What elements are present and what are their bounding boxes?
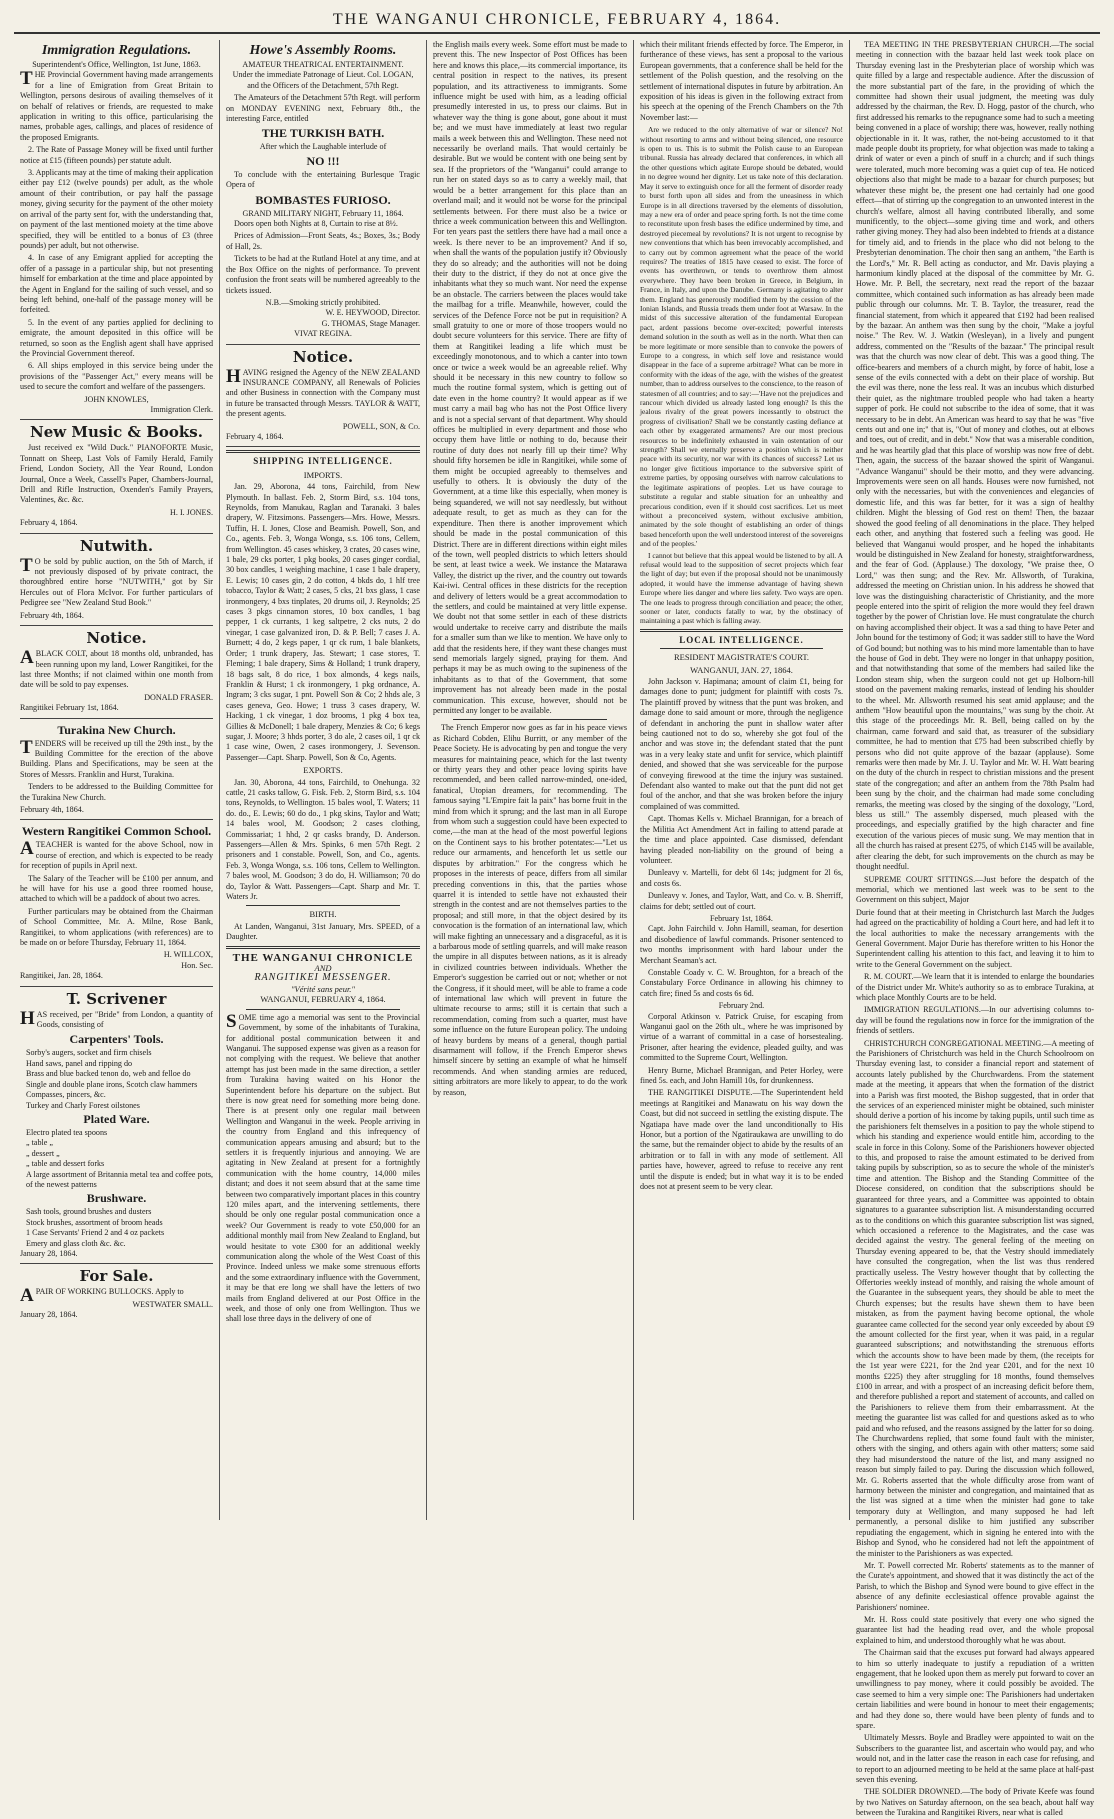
rule-2: 2. The Rate of Passage Money will be fixed until further notice at £15 (fifteen pounds) per statute adult.	[20, 145, 213, 165]
tickets: Tickets to be had at the Rutland Hotel at any time, and at the Box Office on the nights of performance. To prevent confusion the front seats will be numbered agreeably to the tickets issued.	[226, 254, 420, 295]
imports-text: Jan. 29, Aborona, 44 tons, Fairchild, from New Plymouth. In ballast. Feb. 2, Storm Bird, s.s. 104 tons, Reynolds, from Manukau, Raglan and Taranaki. 3 bales drapery, W. Fitzsimons. Passengers—Mrs. Howe, Messrs. Tuffin, H. I. Jones, Close and Beamish. Powell, Son, and Co., agents. Feb. 3, Wonga Wonga, s.s. 106 tons, Cellem, from Wellington. 45 cases whiskey, 3 crates, 20 cases wine, 1 bale, 29 cks porter, 1 pkg books, 20 cases ginger cordial, 30 box candles, 1 weighing machine, 1 case 1 bale drapery, E. Lewis; 10 cases gin, 2 do cotton, 4 bkds do, 1 hlf tree tobacco, Taylor & Watt; 2 cases, 5 cks, 21 bxs glass, 1 case ironmongery, 4 bxs tinplates, 20 drums oil, J. Reynolds; 25 cases 3 pkgs cinnamon stores, 10 box candles, 1 bag pepper, 1 ck currants, 1 keg saltpetre, 2 cks nuts, 2 do vinegar, 1 case galvanized iron, D. & P. Bell; 7 cases J. A. Burnett; 4 do, 2 kegs paper, 1 qr ck rum, 1 bale blankets, Order; 1 trunk drapery, Jas. Stewart; 1 case stores, T. Fleming; 1 bale drapery, Sims & Holland; 1 trunk drapery, 18 bags salt, 8 do rice, 1 box almonds, 4 kegs nails, Franklin & Hurst; 1 ck ironmongery, 1 pkg ordnance, A. Ingram; 3 cks sugar, 1 pnt. Powell Son & Co; 2 hhds ale, 3 cases geneva, Geo. Howe; 1 truss 3 cases drapery, W. Hacking, 1 ck vinegar, 1 doz brooms, 1 pkg 4 box tea, Gillies & McDonell; 1 bale drapery, Menzies & Co; 6 kegs sugar, J. Moore; 3 hhds porter, 3 do ale, 2 cases oil, 1 qr ck 1 case wine, Owen, 2 cases ironmongery, J. Sevenson. Passenger—Capt. Sharp. Powell, Son & Co, Agents.	[226, 482, 420, 762]
signer: JOHN KNOWLES,	[84, 394, 149, 404]
list-item: „ table „	[26, 1138, 53, 1148]
court-date: February 1st, 1864.	[710, 913, 773, 923]
ad-date: January 28, 1864.	[20, 1310, 78, 1320]
ad-date: Rangitikei, Jan. 28, 1864.	[20, 971, 103, 981]
section-heading-local: LOCAL INTELLIGENCE.	[679, 634, 804, 645]
paper-dateline: WANGANUI, FEBRUARY 4, 1864.	[260, 994, 386, 1005]
birth-text: At Landen, Wanganui, 31st January, Mrs. SPEED, of a Daughter.	[226, 921, 420, 942]
ad-body: After which the Laughable interlude of	[259, 142, 387, 152]
ad-date: February 4th, 1864.	[20, 610, 84, 620]
ad-body: The Amateurs of the Detachment 57th Regt. will perform on MONDAY EVENING next, February 8th., the interesting Farce, entitled	[226, 93, 420, 124]
court-case: Constable Coady v. C. W. Broughton, for a breach of the Constabulary Force Ordinance in allowing his chimney to catch fire; fined 5s and costs 6s 6d.	[640, 967, 843, 998]
ad-body: THE Provincial Government having made arrangements for a line of Emigration from Great Britain to Wellington, persons desirous of availing themselves of it on behalf of relatives or friends, are requested to make application in writing to this office, particularising the names, probable ages, callings, and places of residence of the proposed Emigrants.	[20, 68, 213, 142]
ad-body: HAS received, per "Bride" from London, a quantity of Goods, consisting of	[20, 1007, 213, 1030]
court-case: Dunleavy v. Martelli, for debt 6l 14s; judgment for 2l 6s, and costs 6s.	[640, 868, 843, 888]
divider	[226, 946, 420, 949]
divider	[660, 648, 823, 649]
editorial-text: SOME time ago a memorial was sent to the Provincial Government, by some of the inhabitants of Turakina, for additional postal communication between it and Wanganui. The supposed expense was given as a reason for not complying with the request. We believe that another attempt has just been made in the same direction, a settler from Turakina having waited on his Honor the Superintendent before his departure on the subject. But there is now great need for something more being done. There is at present only one regular mail between Wellington and Wanganui in the week. People arriving in the country from England and this infrequency of communication appears amusing and absurd; but to the settlers it is frequently injurious and annoying. We are agitating in New Zealand at present for a fortnightly communication with the home country, 14,000 miles distant; and does it not seem absurd that at the same time between two comparatively important places in this country 120 miles apart, and the intervening settlements, there should be only one regular postal communication once a week? Our Government is ready to vote £50,000 for an additional monthly mail from New Zealand to England, but would hesitate to vote £300 for an additional weekly communication along the whole of the West Coast of this Province. Indeed unless we make some strenuous efforts and the some extraordinary influence with the Government, it may be that ere long we shall have the letters of two mails from England delivered at our Post Office in the week, and those of only one from Wellington. Thus we shall lose three days in the delivery of one of	[226, 1010, 420, 1324]
ad-subheading: Carpenters' Tools.	[69, 1032, 164, 1047]
ad-body: TENDERS will be received up till the 29th inst., by the Building Committee for the erection of the above Building. Plans and Specifications, may be seen at the Stores of Messrs. Franklin and Hurst, Turakina.	[20, 736, 213, 779]
list-item: Electro plated tea spoons	[26, 1127, 108, 1137]
list-item: Sash tools, ground brushes and dusters	[26, 1207, 152, 1217]
boyle-paragraph: Ultimately Messrs. Boyle and Bradley were appointed to wait on the Subscribers to the guarantee list, and ascertain who would pay, and who would not, and in the latter case the reason in each case for refusing, and to report to an adjourned meeting to be held at the same place at half-past seven this evening.	[856, 1733, 1094, 1785]
ad-body: Just received ex "Wild Duck." PIANOFORTE Music, Tonnatt on Sheep, Last Vols of Family Herald, Family Friend, London Society, All the Year Round, London Journal, Once a Week, Cassell's Paper, Chambers-Journal, Drill and Rifle Instruction, Oxenden's Family Prayers, Valentines, &c. &c.	[20, 443, 213, 505]
ad-date: January 28, 1864.	[20, 1248, 78, 1258]
play-title: BOMBASTES FURIOSO.	[255, 192, 391, 207]
ad-heading: Turakina New Church.	[57, 722, 176, 737]
ad-body: To conclude with the entertaining Burlesque Tragic Opera of	[226, 169, 420, 190]
list-item: Turkey and Charly Forest oilstones	[26, 1100, 140, 1110]
ad-body: APAIR OF WORKING BULLOCKS. Apply to	[20, 1285, 184, 1307]
section-heading-shipping: SHIPPING INTELLIGENCE.	[253, 456, 393, 467]
list-item: Compasses, pincers, &c.	[26, 1090, 106, 1100]
editorial-continued: the English mails every week. Some effort must be made to prevent this. The new Inspector of Post Offices has been here and knows this place,—its commercial importance, its central position in respect to the natives, its present population, and its attractiveness to immigrants. Some influence might be used with him, as a leading official presumedly interested in us, to press our claims. But in whatever way the thing is gone about, gone about it must be; and we must have immediately at least two regular mails a week between this and Wellington. These need not necessarily be overland mails. That would certainly be desirable. But we would be content with one being sent by sea. If the proprietors of the "Wanganui" could arrange to run her on stated days so as to carry a weekly mail, that would be a better arrangement for this place than an overland mail; and it would not be worse for the principal settlements between. For there must also be a twice or thrice a week communication between this and Wellington. For ten years past the settlers there have had a mail once a week. Is there never to be an improvement? And if so, when shall the wants of the population justify it? Obviously they do so already; and the authorities will not be doing their duty to the district, if they do not at once give the inhabitants what they so much want. Nor need the expense be an obstacle. The carriers between the places would take the mailbag for a trifle. Meanwhile, however, could the services of the Defence Force not be put in requisition? A small gratuity to one or more of those troopers would no doubt secure volunteers for this service. There are fifty of them at Rangitikei leading a life which must be exceedingly monotonous, and to which a canter into town once or twice a week would be an agreeable relief. Why should it be necessary in this new country to follow so much the routine formal system, which is getting out of date even in the home country? It would appear as if we must carry a mail bag who has not the Post Office livery and is not a special servant of that department. Why should offices be multiplied in every department and those who occupy them have little or nothing to do, because their routine of duty does not nearly fill up their time? Why should fifty horsemen be idle in Rangitikei, while some of them might be occupied agreeably to themselves and usefully to others. It is obviously the duty of the Government, at a time like this especially, when money is being squandered, we will not say needlessly, but without adequate result, to get as much as they can for the expenditure. Then there is another improvement which should be made in the postal communication of this District. There are in different directions within eight miles of the town, well peopled districts to which letters should be sent, at least twice a week. We instance the Matarawa Valley, the district up the river, and the country out towards Kai-iwi. Central offices in these districts for the reception and delivery of letters would be a great accommodation to the settlers, and could be maintained at very little expense. We doubt not that some settler in each of these districts would undertake to receive carry and distribute the mails for a smaller sum than we like to mention. We have only to add that the residents here, if they want these changes must send memorials largely signed, praying for them. And perhaps it may be as much owing to the supineness of the inhabitants as to that of the Government, that some improvement has not already been made in the postal communication. This excuse, however, should not be permitted any longer to be available.	[433, 40, 627, 715]
ad-body-3: Further particulars may be obtained from the Chairman of School Committee, Mr. A. Milne, Rose Bank, Rangitikei, to whom applications (with references) are to be made on or before Thursday, February 11, 1864.	[20, 906, 213, 948]
list-item: Stock brushes, assortment of broom heads	[26, 1217, 163, 1227]
director: W. E. HEYWOOD, Director.	[325, 308, 420, 318]
divider	[246, 1009, 400, 1010]
chairman-paragraph: The Chairman said that the excuses put forward had always appeared to him so utterly inadequate to justify a repudiation of a written engagement, that he looked upon them as merely put forward to cover an unwillingness to pay money, where it could possibly be avoided. The case seemed to him a very simple one: The Parishioners had undertaken certain liabilities and were bound in honour to meet their engagements; and had they done so, there would have been plenty of funds and to spare.	[856, 1648, 1094, 1730]
ad-heading: Immigration Regulations.	[41, 43, 192, 58]
rule-4: 4. In case of any Emigrant applied for accepting the offer of a passage in a particular ship, but not presenting himself for embarkation at the time and place appointed by the Agent in England for the sailing of such vessel, and so being left behind, one-half of the passage money will be forfeited.	[20, 253, 213, 315]
ad-body: HAVING resigned the Agency of the NEW ZEALAND INSURANCE COMPANY, all Renewals of Policies and other Business in connection with the Company must in future be transacted through Messrs. TAYLOR & WATT, the present agents.	[226, 365, 420, 419]
rm-court-article: R. M. COURT.—We learn that it is intended to enlarge the boundaries of the District under Mr. White's authority so as to embrace Turakina, at which place Monthly Courts are to be held.	[856, 972, 1094, 1002]
prices: Prices of Admission—Front Seats, 4s.; Boxes, 3s.; Body of Hall, 2s.	[226, 231, 420, 251]
ad-body-2: Tenders to be addressed to the Building Committee for the Turakina New Church.	[20, 782, 213, 802]
emperor-speech-quote: Are we reduced to the only alternative of war or silence? No! without resorting to arms and without being silenced, one resource is open to us. This is to submit the Polish cause to an European tribunal. Russia has already declared that conferences, in which all the other questions which agitate Europe should be debated, would in no degree wound her dignity. Let us take note of this declaration. May it serve to extinguish once for all the ferment of disorder ready to burst forth upon all sides and from the uneasiness in which Europe is in all directions traversed by the elements of dissolution, may a new era of order and peace spring forth. Is not the time come to reconstitute upon fresh bases the edifice undermined by time, and destroyed piecemeal by revolutions? It is not urgent to recognise by new conventions that which has been irrevocably accomplished, and to carry out by common agreement what the peace of the world requires? The treaties of 1815 have ceased to exist. The force of events has overthrown, or tends to overthrow them almost everywhere. They have been broken in Greece, in Belgium, in France, in Italy, and upon the Danube. Germany is agitating to alter them. England has generously modified them by the cession of the Ionian Islands, and Russia treads them under foot at Warsaw. In the midst of this successive alteration of the fundamental European pact, ardent passions become over-excited; powerful interests demand solution in the south as well as in the north. What then can be more legitimate or more sensible than to convoke the powers of Europe to a congress, in which self love and resistance would disappear in the face of a supreme arbitrage? What can be more in conformity with the ideas of the age, with the wishes of the greatest number, than to address ourselves to the conscience, to the reason of statesmen of all countries; and to say:—'Have not the prejudices and rancour which divided us already lasted long enough? Is this the jealous rivalry of the great powers incessantly to obstruct the progress of civilisation? Shall we be constantly casting defiance at each other by exaggerated armaments? Are our most precious resources to be indefinitely exhausted in vain ostentation of our strength? Shall we eternally preserve a position which is neither peace with its security, nor war with its chances of success? Let us no longer give fictitious importance to the subversive spirit of extreme parties, by opposing ourselves with narrow calculations to the legitimate aspirations of peoples. Let us have courage to substitute a regular and stable situation for an unhealthy and precarious condition, even if it should cost sacrifices. Let us meet without a preconceived system, without exclusive ambition, animated by the sole thought of establishing an order of things based henceforth upon the well understood interest of the sovereigns and of the peoples.'	[640, 125, 843, 549]
paper-motto: "Vérité sans peur."	[290, 983, 356, 994]
doors: Doors open both Nights at 8, Curtain to rise at 8½.	[234, 219, 398, 229]
soldier-drowned-article: THE SOLDIER DROWNED.—The body of Private Keefe was found by two Natives on Saturday afternoon, on the sea beach, about half way between the Turakina and Rangitikei Rivers, near what is called	[856, 1787, 1094, 1818]
imports-heading: IMPORTS.	[303, 469, 343, 480]
ad-date: February 4, 1864.	[226, 431, 284, 441]
signer-title: Hon. Sec.	[181, 960, 213, 970]
play-title: NO !!!	[306, 153, 340, 168]
ad-school	[20, 820, 213, 986]
list-item: Sorby's augers, socket and firm chisels	[26, 1048, 152, 1058]
list-item: Hand saws, panel and ripping do	[26, 1058, 133, 1068]
ad-notice-insurance	[226, 345, 420, 448]
ad-scrivener	[20, 987, 213, 1265]
court-date: February 2nd.	[718, 1001, 765, 1011]
powell-paragraph: Mr. T. Powell corrected Mr. Roberts' statements as to the manner of the Curate's appointment, and showed that it was distinctly the act of the Parish, to which the Bishop and Synod were bound to give effect in the absence of any definite ecclesiastical offence provable against the Parishioners' nominee.	[856, 1560, 1094, 1612]
ad-howe	[226, 40, 420, 345]
paper-subtitle: RANGITIKEI MESSENGER.	[254, 972, 392, 984]
ad-nutwith	[20, 534, 213, 626]
ad-body: TO be sold by public auction, on the 5th of March, if not previously disposed of by private contract, the thoroughbred entire horse "NUTWITH," got by Sir Hercules out of Flora McIvor. For further particulars of Pedigree see "New Zealand Stud Book."	[20, 554, 213, 608]
court-case: John Jackson v. Hapimana; amount of claim £1, being for damages done to punt; judgment for plaintiff with costs 7s. The plaintiff proved by witness that the punt was broken, and damage done to said amount or more, through the negligence of defendant in anchoring the punt in shallow water after being cautioned not to do so, whereby she got foul of the anchor and was stove in; the defendant stated that the punt was in a very leaky state and unfit for service, which plaintiff denied, and showed that she was serviceable for the purpose of conveying firewood at the time the injury was sustained. Defendant also wanted to make out that the punt did not get foul of the anchor, and that she was broken before the injury complained of was committed.	[640, 677, 843, 811]
patronage: Under the immediate Patronage of Lieut. Col. LOGAN, and the Officers of the Detachment, 57th Regt.	[232, 70, 414, 90]
emperor-speech-quote-2: I cannot but believe that this appeal would be listened to by all. A refusal would lead to the supposition of secret projects which fear the light of day; but even if the proposal should not be unanimously adopted, it would have the immense advantage of having shewn Europe where lies danger and where lies safety. Two ways are open. The one leads to progress through conciliation and peace; the other, sooner or later, conducts fatally to war, by the obstinacy of maintaining a past which is falling away.	[640, 550, 843, 626]
ad-heading: Western Rangitikei Common School.	[21, 824, 212, 839]
french-article-continued: which their militant friends effected by force. The Emperor, in furtherance of these views, has sent a proposal to the various European governments, that a conference shall be held for the settlement of the Polish question, and the resolving on the settlement of international disputes in future by arbitration. An exposition of his ideas is given in the following extract from his speech at the opening of the French Chambers on the 7th November last:—	[640, 40, 843, 122]
divider	[640, 629, 843, 632]
rule-6: 6. All ships employed in this service being under the provisions of the "Passenger Act," every means will be used to secure the comfort and welfare of the passengers.	[20, 361, 213, 392]
signer: H. I. JONES.	[170, 507, 213, 517]
ad-body-2: The Salary of the Teacher will be £100 per annum, and he will have for his use a good three roomed house, attached to which will be a paddock of about two acres.	[20, 873, 213, 904]
court-case: Capt. John Fairchild v. John Hamill, seaman, for desertion and disobedience of lawful commands. Prisoner sentenced to two months imprisonment with hard labour under the Merchant Seaman's act.	[640, 924, 843, 965]
rule-5: 5. In the event of any parties applied for declining to emigrate, the amount deposited in this office will be returned, so soon as the English agent shall have apprised the Provincial Government thereof.	[20, 317, 213, 358]
exports-text: Jan. 30, Aborona, 44 tons, Fairchild, to Onehunga. 32 cattle, 21 casks tallow, G. Fisk. Feb. 2, Storm Bird, s.s. 104 tons, Reynolds, to Wellington. 15 bales wool, T. Waters; 11 do. do., E. Lewis; 60 do do., 1 pkg skins, Taylor and Watt; 14 bales wool, M. Goodson; 2 cases clothing, Commissariat; 1 hhd, 2 qr casks brandy, D. Anderson. Passengers—Allen & Mrs. Spinks, 6 men 57th Regt. 2 prisoners and 1 constable. Powell, Son, and Co., agents. Feb. 3, Wonga Wonga, s.s. 106 tons, Cellem to Wellington. 7 bales wool, M. Goodson; 3 do do, H. Williamson; 70 do do, Taylor & Watt. Passengers—Capt. Sharp and Mr. T. Waters Jr.	[226, 777, 420, 902]
supreme-court-article: SUPREME COURT SITTINGS.—Just before the despatch of the memorial, which we mentioned last week was to be sent to the Government on this subject, Major	[856, 874, 1094, 905]
column-4	[634, 40, 850, 1520]
manager: G. THOMAS, Stage Manager.	[321, 318, 420, 328]
list-item: Brass and blue backed tenon do, web and felloe do	[26, 1069, 191, 1079]
masthead: THE WANGANUI CHRONICLE, FEBRUARY 4, 1864.	[14, 8, 1100, 34]
rule-3: 3. Applicants may at the time of making their application either pay £12 (twelve pounds) per adult, as the whole amount of their contribution, or pay half the passage money, giving security for the payment of the other moiety on arrival of the party sent for, with the understanding that, on payment of the last mentioned moiety at the time above specified, they will be entitled to a bonus of £3 (three pounds) per adult, but not otherwise.	[20, 168, 213, 250]
ad-notice	[20, 626, 213, 718]
court-case: Corporal Atkinson v. Patrick Cruise, for escaping from Wanganui gaol on the 26th ult., where he was imprisoned by virtue of a warrant of committal in a case of horsestealing. Prisoner, after hearing the evidence, pleaded guilty, and was committed to the Supreme Court, Wellington.	[640, 1011, 843, 1063]
tea-meeting-article: TEA MEETING IN THE PRESBYTERIAN CHURCH.—The social meeting in connection with the bazaar held last week took place on Thursday evening last in the Presbyterian place of worship which was quite filled by a large and respectable audience. After the discussion of the more substantial part of the fare, in the providing of which the committee had shown their usual judgment, the meeting was duly addressed by the chairman, the Rev. D. Hogg, pastor of the church, who first addressed his remarks to the repugnance some had to such a meeting being convened in a place of worship; there was, however, really nothing objectionable in it. It was, rather, the not-being accustomed to it that made people doubt its propriety, for what objection was made to taking a drink of water or even a pinch of snuff in a church; and if such things were tolerated, much more becoming was a quiet cup of tea. He noticed objections also that might be made to a bazaar for church purposes; but whatever these might be, the present one had certainly had one good effect—that of stirring up the congregation to an unwonted interest in the church's welfare, almost all having contributed liberally, and some munificently, to the object—some giving time and work, and others rather giving money. They had also been indebted to friends at a distance for timely aid, and to friends in the place who did not belong to the Presbyterian denomination. The choir then sang an anthem, "the Earth is the Lord's," Mr. R. Bell acting as conductor, and Mr. Davis playing a harmonium kindly placed at the disposal of the committee by Mr. G. Howe. Mr. P. Bell, the secretary, next read the report of the bazaar committee, which contained such information as has already been made public through our columns. Mr. T. B. Taylor, the treasurer, read the financial statement, from which it appeared that £192 had been realised by the bazaar. An anthem was then sung by the choir, "Make a joyful noise." The Rev. W. J. Watkin (Wesleyan), in a lively and pungent address, commented on the "Results of the bazaar." The principal result was that the church was now clear of debt. This was a good thing. The office-bearers and members of a church might, by force of habit, lose a sense of the evils connected with a debt on their place of worship. But the evil was there, none the less real. It was an incubus which disturbed their quiet, as the nightmare troubled people who had taken a hearty supper of pork. He could not subscribe to the idea of some, that it was necessary to be in debt. An American was heard to say that he was "five cents out and one in;" that is, "Out of money and clothes, out at elbows and toes, out of credit, and in debt." Now that was a miserable condition, and he was heartily glad that this place of worship was now free of debt. Then, again, the success of the bazaar showed the spirit of Wanganui. "Advance Wanganui" should be their motto, and they were advancing. Improvements were seen on all hands. Houses were now furnished, not only with the necessaries, but with the conveniences and elegancies of domestic life, and this was far better, for it was a sign of healthy children. Might the blessing of God rest on them! Then, the bazaar showed the good feeling of all denominations in the place. They helped each other, and anything that fostered such a feeling was good. He believed that Wanganui would prosper, and he hoped the inhabitants would be distinguished in New Zealand for honesty, straightforwardness, and the fear of God. (Applause.) The doxology, "We praise thee, O Lord," was then sung; and the Rev. Mr. Allsworth, of Turakina, addressed the meeting on Christian union. In his address he showed that love was the distinguishing characteristic of Christianity, and the more people entered into the spirit of religion the more would they feel drawn together by the power of Christian love. He must congratulate the church on having accomplished their object. It was a sad thing to have Peter and John bound for the testimony of God; it was sadder still to have the Word of God bound; but nothing was to his mind more lamentable than to have the house of God in debt. They were no longer in that unhappy position, and that notwithstanding that some of the members had sailed like the London steam ship, when the surgeon could not get up Holborn-hill stood on the pavement making remarks, instead of lending his shoulder to the wheel. Mr. Allsworth resumed his seat amid applause; and the anthem "How beautiful upon the mountains," was sung by the choir. At this stage of the proceedings Mr. R. Bell, being called on by the chairman, came forward and said that, as treasurer of the subsidiary committee, he had to mention that £75 had been subscribed chiefly by persons who did not quite approve of the bazaar (applause). Some remarks were then made by Mr. J. U. Taylor and Mr. W. H. Watt bearing on the duty of the church in respect to christian missions and the present state of the congregation; and after an anthem from the 78th Psalm had been sung by the choir, and the chairman had made some concluding remarks, the meeting was closed by the singing of the doxology, "Lord, bless us still." The assembly dispersed, much pleased with the proceedings, and especially gratified by the high character and fine execution of the various pieces of music sung. We may mention that in all the church has raised at present £275, of which £145 will be available, after clearing the debt, for such improvements on the church as may be thought needful.	[856, 40, 1095, 872]
rangitikei-dispute: THE RANGITIKEI DISPUTE.—The Superintendent held meetings at Rangitikei and Manawatu on his way down the Coast, but did not succeed in settling the existing dispute. The Ngatiapa have made over the land unconditionally to His Honor, but a portion of the Ngatiraukawa are unwilling to do the same, but the remainder object to abide by the results of an arbitration or to fall in with any mode of settlement. All parties have, however, agreed to refuse to receive any rent until the dispute is ended; but in what way it is to be ended does not at present seem to be very clear.	[640, 1088, 843, 1192]
paper-title-block	[226, 953, 420, 1005]
exports-heading: EXPORTS.	[303, 765, 343, 776]
ad-heading: Nutwith.	[79, 536, 154, 555]
list-item: „ dessert „	[26, 1148, 60, 1158]
court-date: WANGANUI, JAN. 27, 1864.	[690, 664, 793, 675]
christchurch-article: CHRISTCHURCH CONGREGATIONAL MEETING.—A meeting of the Parishioners of Christchurch was held in the Church Schoolroom on Thursday evening last, to consider a financial report and statement of accounts lately published by the Churchwardens. From the statement made at the meeting, it appears that when the formation of the district into a Parish was first mooted, the Bishop suggested, that in order that the services of an experienced minister might be obtained, such minister should derive a portion of his income by taking pupils, until such time as the parishioners felt themselves in a position to pay the whole stipend to which his standing and experience would entitle him, according to the scale in force in this Colony. Some of the Parishioners however objected to this, and proposed to raise the amount estimated to be derived from taking pupils by subscription, so as to secure the whole of the minister's time and attention. The Bishop and the Standing Committee of the Diocese considered, on condition that the subscriptions should be guaranteed for three years, and a Committee was appointed to obtain signatures to a guarantee subscription list. A misunderstanding occurred as to the conditions on which this guarantee subscription list was signed, which occasioned a reference to the Magistrates, and the case was decided against the vestry. The general feeling of the meeting on Thursday evening appeared to be, that the Vestry should immediately have consulted the congregation, when the list was thus rendered practically useless. The Vestry however thought that by collecting the Offertories weekly instead of monthly, and raising the whole amount of the Guarantee in the subsequent years, they should be able to meet the Church expenses; but the results have shewn them to have been mistaken, as from the payment having become optional, the whole guarantee came collected for the second year only exceeded by about £9 the amount collected for the first year, when it was paid, in a regular guaranteed subscriptions; and notwithstanding the strenuous efforts which the accounts show to have been made by them, (the receipts for the 1st year were £221, for the 2nd year £201, and for the next 10 months £225) they after struggling for 18 months, found themselves £100 in arrear, and with a prospect of an increasing deficit before them, and therefore published a report and statement of accounts, and called on the Parishioners to relieve them from their embarrassment. At the meeting the guarantee list was called for and questions asked as to who paid and who refused, and the reasons assigned by the latter for so doing. The Churchwardens replied, that some found fault with the minister, others with the singing, and others again with other matters; some said they had misunderstood the nature of the list, and many assigned no reason but simply failed to pay. During the discussion which followed, Mr. G. Roberts asserted that the whole difficulty arose from want of harmony between the minister and congregation, and maintained that as the list was signed at a time when the minister had gone to take temporary duty at Wellington, and many supposed he had left permanently, a personal dislike to him justified any subscriber repudiating the engagement, which in signing he entered into with the Bishop and Synod, who he considered had not left the appointment of the minister to the Parishioners as was expected.	[856, 1038, 1094, 1558]
ad-subheading: Brushware.	[86, 1191, 147, 1206]
ad-heading: Howe's Assembly Rooms.	[249, 43, 397, 58]
court-case: Capt. Thomas Kells v. Michael Brannigan, for a breach of the Militia Act Amendment Act in failing to attend parade at the time and place appointed. Case dismissed, defendant having pleaded non-liability on the ground of being a volunteer.	[640, 814, 843, 865]
night: GRAND MILITARY NIGHT, February 11, 1864.	[242, 208, 404, 218]
ad-subheading: Plated Ware.	[83, 1111, 150, 1126]
signer: DONALD FRASER.	[144, 692, 213, 702]
signer: H. WILLCOX,	[163, 950, 213, 960]
play-title: THE TURKISH BATH.	[261, 126, 385, 141]
ad-heading: New Music & Books.	[30, 423, 203, 442]
ad-heading: Notice.	[86, 629, 147, 648]
list-item: A large assortment of Britannia metal tea and coffee pots, of the newest patterns	[26, 1169, 213, 1189]
signer: WESTWATER SMALL.	[132, 1299, 213, 1309]
divider	[246, 905, 400, 906]
divider	[226, 450, 420, 453]
ad-heading: For Sale.	[79, 1267, 154, 1286]
court-case: Henry Burne, Michael Brannigan, and Peter Horley, were fined 5s. each, and John Hamill 10s, for drunkenness.	[640, 1065, 843, 1086]
list-item: Single and double plane irons, Scotch claw hammers	[26, 1079, 198, 1089]
ad-immigration	[20, 40, 213, 420]
motto: VIVAT REGINA.	[294, 329, 352, 339]
list-item: 1 Case Servants' Friend 2 and 4 oz packets	[26, 1228, 165, 1238]
columns	[14, 40, 1100, 1818]
ad-body: ATEACHER is wanted for the above School, now in course of erection, and which is expected to be ready for reception of pupils in April next.	[20, 838, 213, 871]
supreme-court-continued: Durie found that at their meeting in Christchurch last March the Judges had agreed on the practicability of holding a Court here, and had left it to the local authorities to make the necessary arrangements with the General Government. Major Durie has therefore written to his Honor the Superintendent calling his attention to this fact, and leaving it to him to write to the General Government on the subject.	[856, 907, 1094, 969]
court-case: Dunleavy v. Jones, and Taylor, Watt, and Co. v. B. Sherriff, claims for debt; settled out of court.	[640, 891, 843, 911]
paper-and: AND	[314, 963, 332, 974]
paper-title: THE WANGANUI CHRONICLE	[232, 951, 414, 964]
ad-heading: T. Scrivener	[66, 989, 167, 1008]
ad-date: Rangitikei February 1st, 1864.	[20, 703, 119, 713]
ad-date: February 4th, 1864.	[20, 804, 84, 814]
ad-body: ABLACK COLT, about 18 months old, unbranded, has been running upon my land, Lower Rangitikei, for the last three Months; if not claimed within one month from date will be sold to pay expenses.	[20, 647, 213, 690]
ad-subheading: AMATEUR THEATRICAL ENTERTAINMENT.	[242, 60, 404, 69]
column-2	[220, 40, 427, 1520]
dateline: Superintendent's Office, Wellington, 1st June, 1863.	[32, 60, 201, 69]
ad-forsale	[20, 1264, 213, 1324]
french-emperor-article: The French Emperor now goes as far in his peace views as Richard Cobden, Elihu Burritt, or any member of the Peace Society. He is advocating by pen and tongue the very measures for maintaining peace, which for the last twenty or thirty years they and other peace loving spirits have recommended, and been called narrow-minded, one-ided, fanatical, Utopian dreamers, for recommending. The famous saying "L'Empire fait la paix" has borne fruit in the mind from which it sprung; and the last man in all Europe from whom such a suggestion could have been expected to come,—the man at the head of the most powerful legions on the Continent says to his brother potentates:—"Let us reduce our armaments, and henceforth let us settle our disputes by arbitration." For the congress which he proposes in the interests of peace, differs from all similar preceding conventions in this, that the parties whose quarrel it is intended to settle have not exhausted their strength in the contest and are not themselves parties to the proposal; and still more, in that the object desired by its convocation is the formation of an international law, which will make fighting an unnecessary and a disgraceful, as it is a barbarous mode of settling quarrels, and will make reason the umpire in all disputes between nations, as it is already in civilized countries between individuals. Whether the Emperor's suggestion be carried out or not; whether or not the Congress, if it should meet, will be able to frame a code of international law which will prevent in future the ultimate recourse to arms; still it is certain that such a recommendation, coming from such a quarter, must have some influence on the future European policy. The undoing of heavy burdens by means of a general, though partial disarmament will follow, if the French Emperor shews himself sincere by setting an example of what he himself recommends. And when standing armies are reduced, sitting arbitrators are more likely to appear, to do the work by reason,	[433, 723, 627, 1097]
immigration-note: IMMIGRATION REGULATIONS.—In our advertising columns to-day will be found the regulations now in force for the immigration of the friends of settlers.	[856, 1005, 1094, 1036]
ad-heading: Notice.	[292, 347, 354, 366]
birth-heading: BIRTH.	[309, 909, 337, 920]
signer-title: Immigration Clerk.	[150, 405, 213, 414]
column-3	[427, 40, 634, 1520]
column-1	[14, 40, 220, 1520]
ad-church	[20, 719, 213, 821]
ross-paragraph: Mr. H. Ross could state positively that every one who signed the guarantee list had the heading read over, and the whole proposal explained to him, and understood thoroughly what he was about.	[856, 1614, 1094, 1645]
signer: POWELL, SON, & Co.	[342, 421, 420, 431]
divider	[453, 719, 607, 720]
column-5	[850, 40, 1100, 1818]
ad-date: February 4, 1864.	[20, 518, 78, 528]
list-item: Emery and glass cloth &c. &c.	[26, 1238, 126, 1248]
nb: N.B.—Smoking strictly prohibited.	[265, 297, 381, 307]
court-heading: RESIDENT MAGISTRATE'S COURT.	[673, 652, 810, 663]
list-item: „ table and dessert forks	[26, 1159, 105, 1169]
ad-music	[20, 420, 213, 533]
